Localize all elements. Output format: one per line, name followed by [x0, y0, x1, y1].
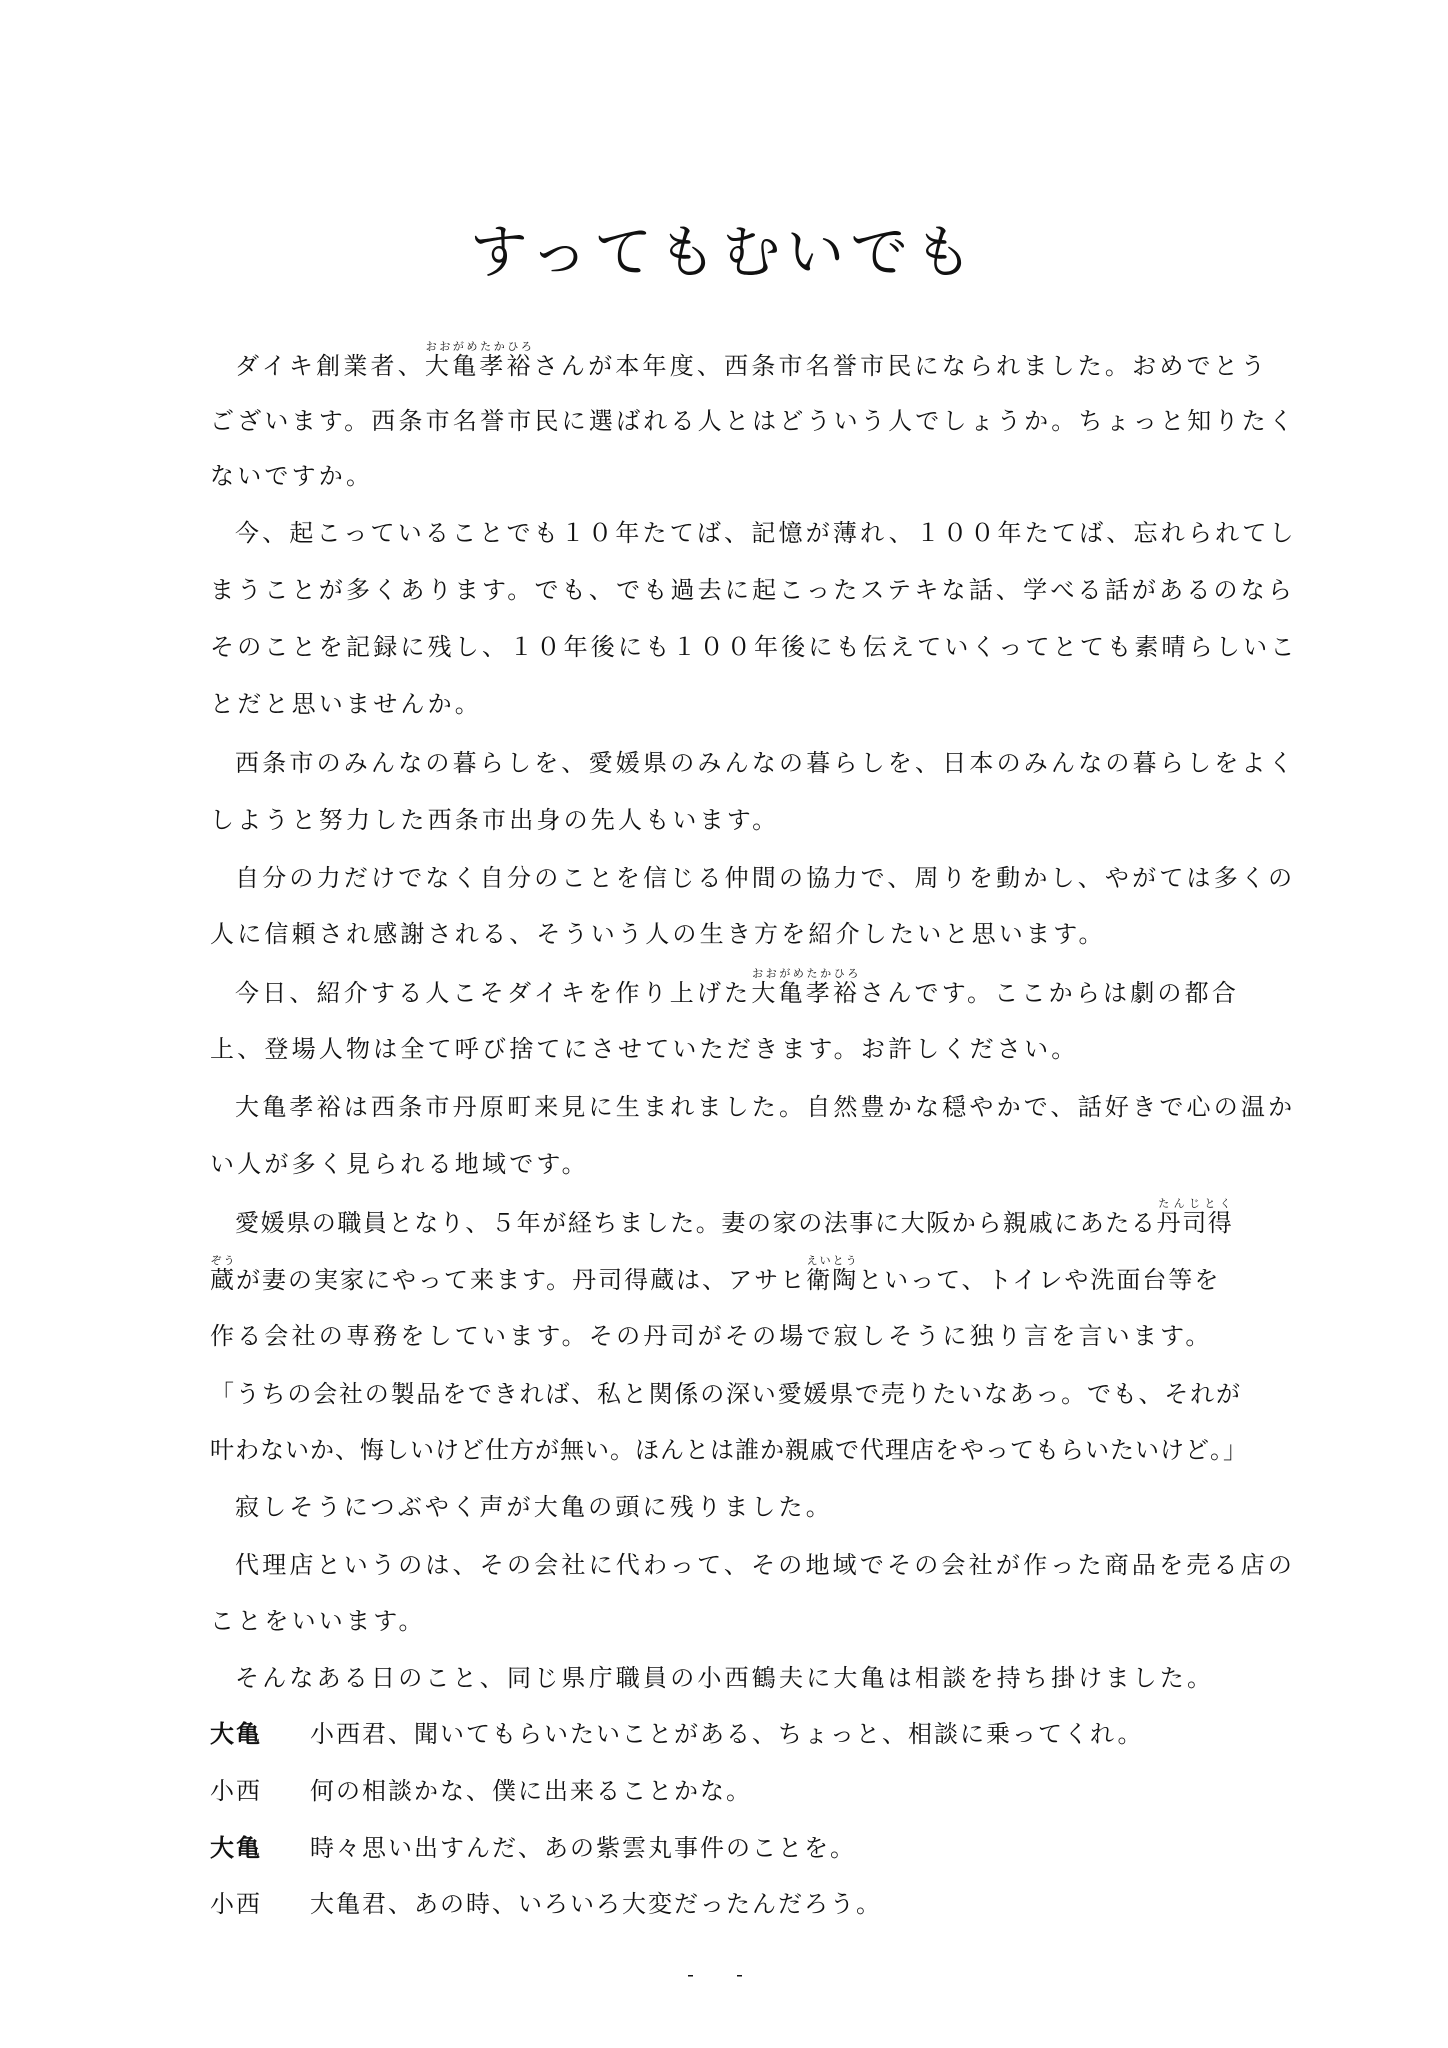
para4-line1: 自分の力だけでなく自分のことを信じる仲間の協力で、周りを動かし、やがては多くの [235, 864, 1296, 892]
speaker-name: 小西 [210, 1890, 262, 1918]
para6-line1: 大亀孝裕は西条市丹原町来見に生まれました。自然豊かな穏やかで、話好きで心の温か [235, 1093, 1296, 1121]
dialogue-text: 小西君、聞いてもらいたいことがある、ちょっと、相談に乗ってくれ。 [310, 1720, 1144, 1748]
dialogue-line [210, 1706, 1250, 1762]
para9-line2: ことをいいます。 [210, 1607, 426, 1635]
ruby-okame-takahiro: 大亀孝裕おおがめたかひろ [424, 340, 534, 380]
quote-line2: 叶わないか、悔しいけど仕方が無い。ほんとは誰か親戚で代理店をやってもらいたいけど。」 [210, 1436, 1248, 1464]
para6-line2: い人が多く見られる地域です。 [210, 1150, 589, 1178]
para2-line2: まうことが多くあります。でも、でも過去に起こったステキな話、学べる話があるのなら [210, 576, 1296, 604]
speaker-name: 小西 [210, 1777, 262, 1805]
dialogue-line [210, 1763, 1250, 1819]
para4-line2: 人に信頼され感謝される、そういう人の生き方を紹介したいと思います。 [210, 920, 1106, 948]
para1-line3: ないですか。 [210, 462, 374, 490]
ruby-tanji-toku: 丹司得たんじとく [1156, 1197, 1234, 1237]
ruby-zou: 蔵ぞう [210, 1254, 236, 1294]
para1-line2: ございます。西条市名誉市民に選ばれる人とはどういう人でしょうか。ちょっと知りたく [210, 407, 1297, 435]
para5-line2: 上、登場人物は全て呼び捨てにさせていただきます。お許しください。 [210, 1035, 1079, 1063]
para7-line3: 作る会社の専務をしています。その丹司がその場で寂しそうに独り言を言います。 [210, 1322, 1213, 1350]
para2-line1: 今、起こっていることでも１０年たてば、記憶が薄れ、１００年たてば、忘れられてし [235, 519, 1297, 547]
para3-line2: しようと努力した西条市出身の先人もいます。 [210, 806, 780, 834]
para7-line2: 蔵ぞうが妻の実家にやって来ます。丹司得蔵は、アサヒ衛陶えいとうといって、トイレや洗面台等を [210, 1254, 1221, 1294]
dialogue-text: 何の相談かな、僕に出来ることかな。 [310, 1777, 752, 1805]
para2-line4: とだと思いませんか。 [210, 690, 482, 718]
para10-line1: そんなある日のこと、同じ県庁職員の小西鶴夫に大亀は相談を持ち掛けました。 [235, 1664, 1215, 1692]
dialogue-line [210, 1820, 1250, 1876]
quote-line1: 「うちの会社の製品をできれば、私と関係の深い愛媛県で売りたいなあっ。でも、それが [210, 1380, 1242, 1408]
para9-line1: 代理店というのは、その会社に代わって、その地域でその会社が作った商品を売る店の [235, 1551, 1296, 1579]
para7-line1: 愛媛県の職員となり、５年が経ちました。妻の家の法事に大阪から親戚にあたる丹司得たんじとく [235, 1197, 1234, 1237]
page-number: - - [687, 1962, 761, 1986]
page-title: すってもむいでも [469, 218, 979, 286]
speaker-name: 大亀 [210, 1833, 262, 1862]
para5-line1: 今日、紹介する人こそダイキを作り上げた大亀孝裕おおがめたかひろさんです。ここからは劇の都合 [235, 967, 1240, 1007]
speaker-name: 大亀 [210, 1719, 262, 1748]
para3-line1: 西条市のみんなの暮らしを、愛媛県のみんなの暮らしを、日本のみんなの暮らしをよく [235, 749, 1296, 777]
ruby-okame-takahiro-2: 大亀孝裕おおがめたかひろ [751, 967, 861, 1007]
para1-line1: ダイキ創業者、大亀孝裕おおがめたかひろさんが本年度、西条市名誉市民になられました。おめでとう [235, 340, 1269, 380]
para2-line3: そのことを記録に残し、１０年後にも１００年後にも伝えていくってとても素晴らしいこ [210, 633, 1298, 661]
para8-line1: 寂しそうにつぶやく声が大亀の頭に残りました。 [235, 1493, 833, 1521]
dialogue-line [210, 1876, 1250, 1932]
ruby-eitou: 衛陶えいとう [806, 1254, 859, 1294]
dialogue-text: 大亀君、あの時、いろいろ大変だったんだろう。 [310, 1890, 882, 1918]
dialogue-text: 時々思い出すんだ、あの紫雲丸事件のことを。 [310, 1834, 856, 1862]
